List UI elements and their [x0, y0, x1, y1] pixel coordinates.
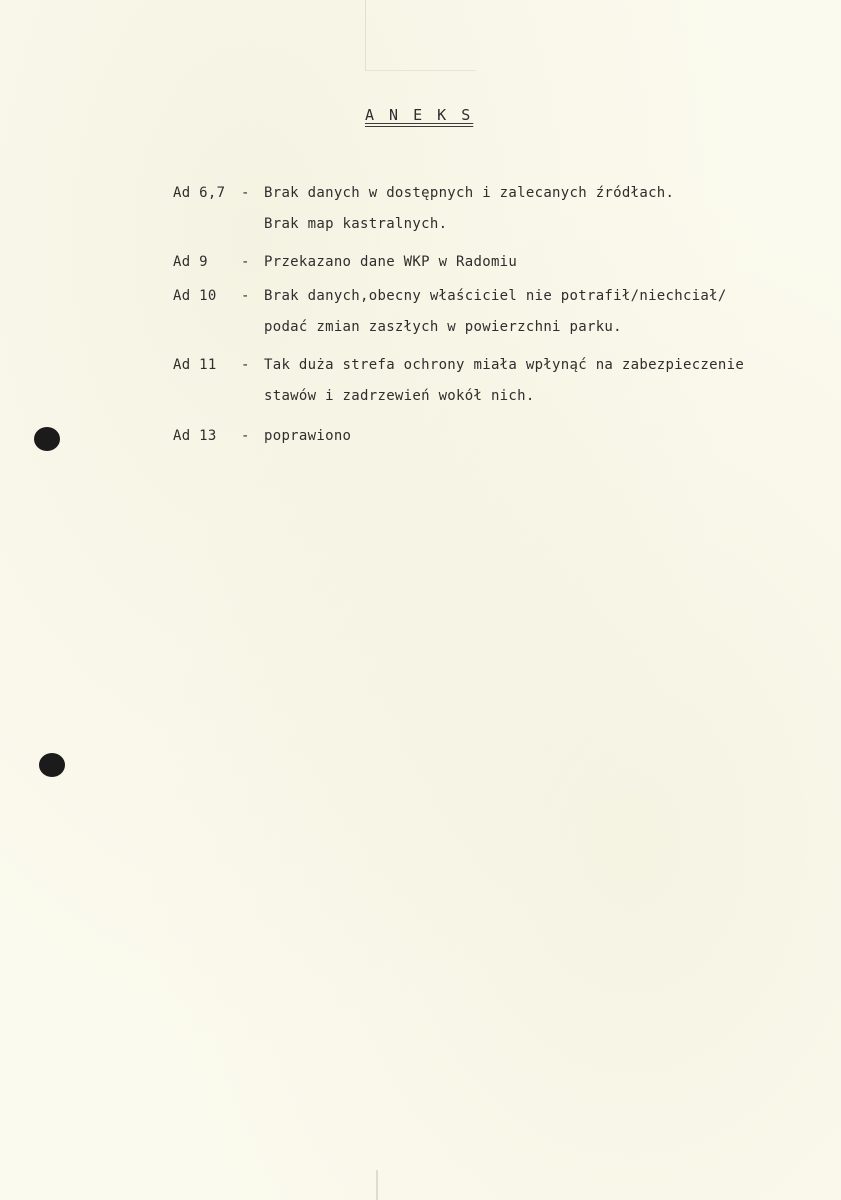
entry-dash: -: [241, 357, 250, 373]
entry-reference: Ad 10: [173, 288, 217, 304]
document-title: A N E K S: [365, 106, 474, 124]
entry-text-line: Przekazano dane WKP w Radomiu: [264, 254, 518, 270]
entry-text-line: Brak map kastralnych.: [264, 216, 448, 232]
punch-hole-top: [34, 427, 60, 451]
entry-text-line: Tak duża strefa ochrony miała wpłynąć na zabezpieczenie: [264, 357, 745, 373]
entry-text-line: podać zmian zaszłych w powierzchni parku.: [264, 319, 622, 335]
paper-fold-mark: [365, 0, 476, 71]
entry-text-line: Brak danych w dostępnych i zalecanych źródłach.: [264, 185, 675, 201]
entry-dash: -: [241, 185, 250, 201]
entry-reference: Ad 13: [173, 428, 217, 444]
entry-text-line: stawów i zadrzewień wokół nich.: [264, 388, 535, 404]
entry-reference: Ad 9: [173, 254, 208, 270]
entry-text-line: Brak danych,obecny właściciel nie potrafił/niechciał/: [264, 288, 727, 304]
entry-reference: Ad 6,7: [173, 185, 226, 201]
paper-edge-mark: [376, 1170, 378, 1200]
entry-reference: Ad 11: [173, 357, 217, 373]
entry-dash: -: [241, 428, 250, 444]
entry-dash: -: [241, 254, 250, 270]
entry-text-line: poprawiono: [264, 428, 352, 444]
entry-dash: -: [241, 288, 250, 304]
punch-hole-bottom: [39, 753, 65, 777]
